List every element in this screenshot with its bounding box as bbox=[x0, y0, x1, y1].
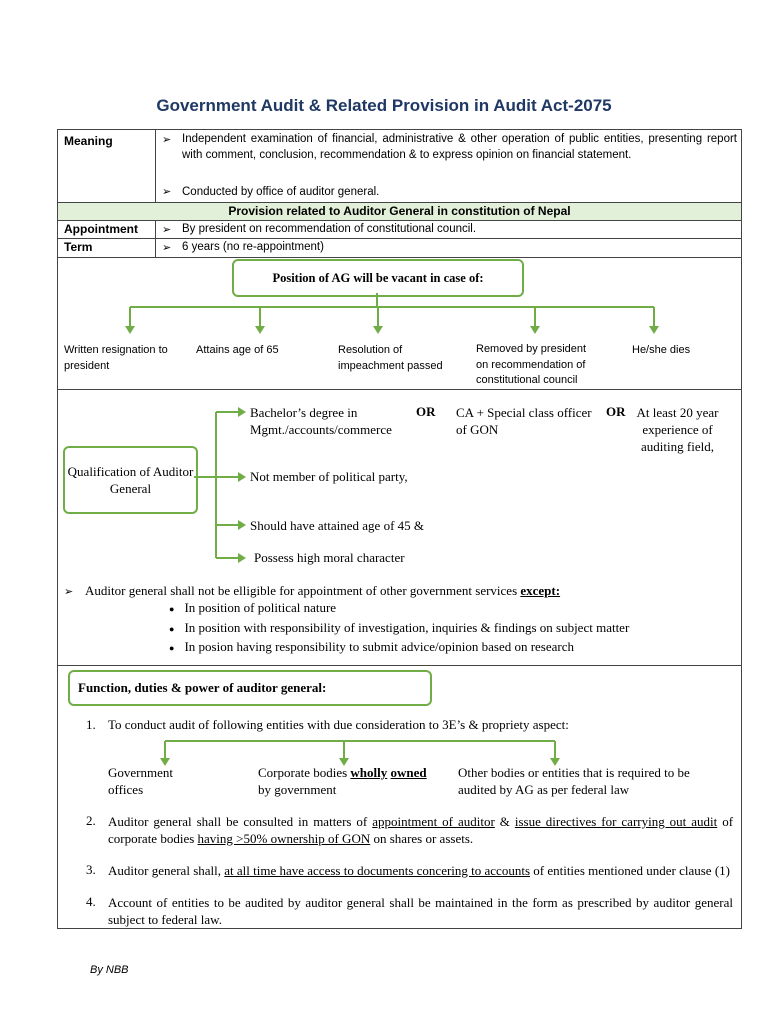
vacancy-case-dies: He/she dies bbox=[632, 344, 691, 356]
list-item: ● In position of political nature bbox=[169, 600, 337, 615]
functions-item-4: Account of entities to be audited by auditor general shall be maintained in the form as prescribed by auditor general subject to federal law. bbox=[108, 895, 733, 927]
term-label: Term bbox=[64, 240, 93, 254]
arrow-bullet-icon: ➢ bbox=[64, 586, 74, 598]
document-frame bbox=[57, 129, 742, 929]
appointment-text: By president on recommendation of constitutional council. bbox=[182, 223, 477, 235]
functions-item-1-number: 1. bbox=[86, 717, 96, 732]
list-item: ● In posion having responsibility to submit advice/opinion based on research bbox=[169, 639, 575, 654]
vacancy-case-removed: Removed by president on recommendation of constitutional council bbox=[476, 343, 587, 386]
arrow-bullet-icon: ➢ bbox=[162, 134, 172, 146]
exception-keyword: except: bbox=[520, 583, 561, 598]
column-divider bbox=[155, 239, 156, 257]
exception-statement bbox=[85, 583, 560, 599]
dot-bullet-icon: ● bbox=[169, 623, 175, 634]
footer-author: By NBB bbox=[90, 964, 129, 976]
vacancy-case-impeachment: Resolution of impeachment passed bbox=[338, 344, 443, 372]
term-text: 6 years (no re-appointment) bbox=[182, 241, 324, 253]
qualification-experience: At least 20 year experience of auditing field, bbox=[636, 405, 719, 454]
entity-government-offices: Government offices bbox=[108, 765, 173, 797]
arrow-bullet-icon: ➢ bbox=[162, 224, 172, 236]
vacancy-case-resignation: Written resignation to president bbox=[64, 344, 168, 372]
row-divider bbox=[58, 665, 741, 666]
functions-item-4-number: 4. bbox=[86, 894, 96, 909]
arrow-bullet-icon: ➢ bbox=[162, 186, 172, 198]
or-label: OR bbox=[606, 404, 626, 419]
row-divider bbox=[58, 257, 741, 258]
functions-item-3-number: 3. bbox=[86, 862, 96, 877]
functions-item-2: Auditor general shall be consulted in matters of appointment of auditor & issue directives for carrying out audit of corporate bodies having >50% ownership of GON on shares or assets. bbox=[108, 814, 734, 846]
exception-list bbox=[169, 599, 629, 658]
constitution-band-heading: Provision related to Auditor General in constitution of Nepal bbox=[58, 203, 741, 220]
meaning-label: Meaning bbox=[64, 134, 113, 148]
qualification-degree: Bachelor’s degree in Mgmt./accounts/commerce bbox=[250, 405, 392, 437]
column-divider bbox=[155, 130, 156, 239]
arrow-bullet-icon: ➢ bbox=[162, 242, 172, 254]
entity-other-bodies: Other bodies or entities that is required to be audited by AG as per federal law bbox=[458, 765, 690, 797]
qualification-not-member: Not member of political party, bbox=[250, 469, 408, 484]
vacancy-heading-box: Position of AG will be vacant in case of: bbox=[232, 259, 524, 297]
exception-intro: Auditor general shall not be elligible for appointment of other government services bbox=[85, 583, 518, 598]
qualification-ca: CA + Special class officer of GON bbox=[456, 405, 592, 437]
entity-corporate-bodies: Corporate bodies wholly owned by government bbox=[258, 765, 427, 797]
dot-bullet-icon: ● bbox=[169, 643, 175, 653]
qualification-connector-diagram bbox=[194, 395, 254, 565]
functions-item-1: To conduct audit of following entities with due consideration to 3E’s & propriety aspect: bbox=[108, 717, 569, 732]
functions-heading-box: Function, duties & power of auditor general: bbox=[68, 670, 432, 706]
row-divider bbox=[58, 238, 741, 239]
qualification-heading: Qualification of Auditor General bbox=[67, 464, 194, 496]
page-title: Government Audit & Related Provision in Audit Act-2075 bbox=[156, 96, 612, 115]
qualification-age: Should have attained age of 45 & bbox=[250, 518, 425, 533]
qualification-moral: Possess high moral character bbox=[254, 550, 405, 565]
dot-bullet-icon: ● bbox=[169, 604, 175, 614]
functions-item-3: Auditor general shall, at all time have access to documents concering to accounts of entities mentioned under clause (1) bbox=[108, 863, 730, 878]
vacancy-case-age: Attains age of 65 bbox=[196, 344, 279, 356]
appointment-label: Appointment bbox=[64, 222, 138, 236]
or-label: OR bbox=[416, 404, 436, 419]
row-divider bbox=[58, 389, 741, 390]
meaning-point-1: Independent examination of financial, administrative & other operation of public entities, presenting report with comment, conclusion, recommendation & to express opinion on financial statement. bbox=[182, 133, 737, 161]
meaning-point-2: Conducted by office of auditor general. bbox=[182, 186, 380, 198]
list-item: ● In position with responsibility of investigation, inquiries & findings on subject matter bbox=[169, 619, 630, 635]
qualification-heading-box bbox=[63, 446, 198, 514]
vacancy-connector-diagram bbox=[58, 293, 741, 338]
functions-item-2-number: 2. bbox=[86, 813, 96, 828]
